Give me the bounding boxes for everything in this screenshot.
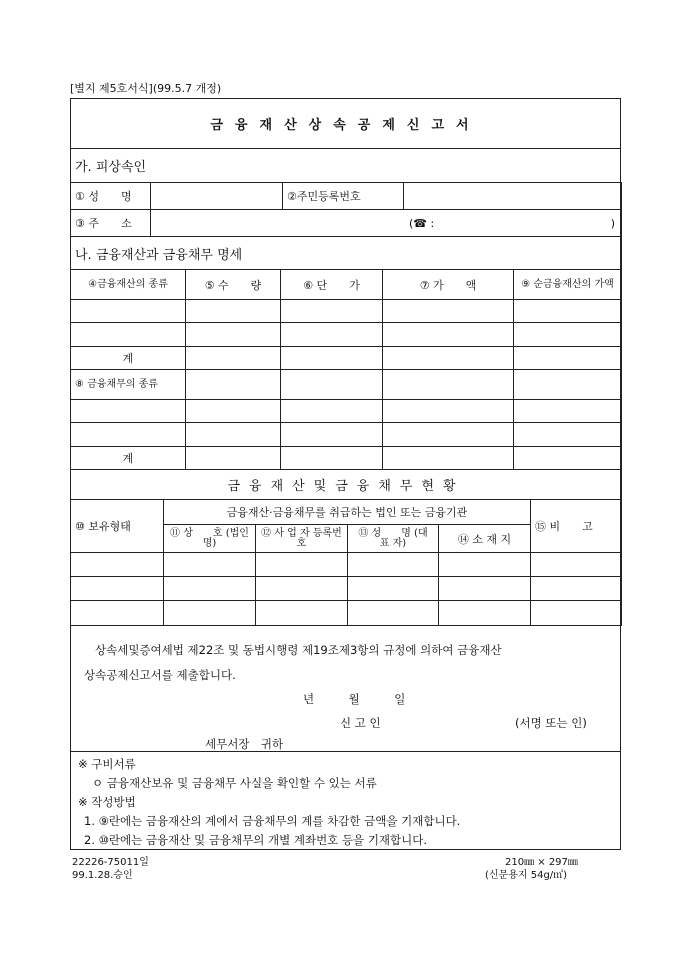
cell[interactable]: [281, 300, 383, 323]
cell[interactable]: [514, 423, 622, 447]
institution-table: [70, 469, 622, 626]
cell[interactable]: [348, 553, 439, 577]
cell[interactable]: [383, 400, 514, 423]
table-row: [71, 577, 622, 601]
cell[interactable]: [383, 300, 514, 323]
cell[interactable]: [281, 323, 383, 347]
subtotal-row: [71, 347, 622, 370]
approval-date: 99.1.28.승인: [72, 870, 133, 881]
divider: [70, 751, 621, 752]
cell[interactable]: [514, 347, 622, 370]
cell[interactable]: [164, 553, 256, 577]
cell[interactable]: [514, 323, 622, 347]
cell[interactable]: [186, 323, 281, 347]
form-number: [별지 제5호서식](99.5.7 개정): [70, 82, 222, 95]
cell[interactable]: [514, 400, 622, 423]
cell[interactable]: [281, 447, 383, 470]
header-value: ⑦ 가 액: [383, 270, 514, 300]
cell[interactable]: [383, 447, 514, 470]
form-title: 금융재산상속공제신고서: [71, 99, 621, 149]
cell[interactable]: [531, 601, 622, 626]
cell[interactable]: [164, 577, 256, 601]
phone-close: ): [610, 217, 615, 230]
name-label: ① 성 명: [71, 183, 151, 210]
cell[interactable]: [186, 400, 281, 423]
address-label: ③ 주 소: [71, 210, 151, 237]
cell[interactable]: [71, 423, 186, 447]
assets-table: [70, 269, 622, 470]
cell[interactable]: [348, 601, 439, 626]
paper-size: 210㎜ × 297㎜: [505, 857, 578, 868]
table-row: [71, 553, 622, 577]
docs-title: ※ 구비서류: [78, 757, 136, 771]
phone-label: (☎ :: [409, 217, 435, 230]
header-quantity: ⑤ 수 량: [186, 270, 281, 300]
statement-line-2: 상속공제신고서를 제출합니다.: [84, 668, 236, 682]
cell[interactable]: [383, 370, 514, 400]
holding-type-header: ⑩ 보유형태: [71, 500, 164, 553]
cell[interactable]: [164, 601, 256, 626]
reporter-label: 신 고 인: [340, 716, 381, 730]
cell[interactable]: [256, 601, 348, 626]
rrn-label: ②주민등록번호: [283, 183, 404, 210]
section-c-title: 금융재산및금융채무현황: [71, 470, 622, 500]
header-location: ⑭ 소 재 지: [439, 525, 531, 553]
cell[interactable]: [531, 577, 622, 601]
cell[interactable]: [186, 423, 281, 447]
address-field[interactable]: [151, 210, 622, 237]
cell[interactable]: [71, 400, 186, 423]
title-table: [70, 98, 621, 183]
subtotal-row: [71, 447, 622, 470]
cell[interactable]: [71, 577, 164, 601]
header-net-value: ⑨ 순금융재산의 가액: [514, 270, 622, 300]
cell[interactable]: [439, 601, 531, 626]
remarks-header: ⑮ 비 고: [531, 500, 622, 553]
cell[interactable]: [186, 347, 281, 370]
table-row: [71, 323, 622, 347]
cell[interactable]: [71, 323, 186, 347]
cell[interactable]: [281, 370, 383, 400]
cell[interactable]: [439, 577, 531, 601]
cell[interactable]: [348, 577, 439, 601]
header-asset-type: ④금융재산의 종류: [71, 270, 186, 300]
subtotal-label: 계: [71, 347, 186, 370]
cell[interactable]: [256, 577, 348, 601]
name-field[interactable]: [151, 183, 283, 210]
header-business-number: ⑫ 사 업 자 등록번호: [256, 525, 348, 553]
form-code: 22226-75011일: [72, 857, 149, 868]
cell[interactable]: [383, 323, 514, 347]
cell[interactable]: [281, 347, 383, 370]
rrn-field[interactable]: [404, 183, 622, 210]
header-unit-price: ⑥ 단 가: [281, 270, 383, 300]
institution-header: 금융재산·금융채무를 취급하는 법인 또는 금융기관: [164, 500, 531, 525]
cell[interactable]: [281, 423, 383, 447]
table-row: [71, 423, 622, 447]
cell[interactable]: [71, 601, 164, 626]
cell[interactable]: [531, 553, 622, 577]
method-1: 1. ⑨란에는 금융재산의 계에서 금융채무의 계를 차감한 금액을 기재합니다.: [84, 814, 461, 828]
cell[interactable]: [439, 553, 531, 577]
method-title: ※ 작성방법: [78, 795, 136, 809]
cell[interactable]: [383, 423, 514, 447]
cell[interactable]: [514, 447, 622, 470]
cell[interactable]: [186, 300, 281, 323]
table-row: [71, 601, 622, 626]
cell[interactable]: [281, 400, 383, 423]
signature-label: (서명 또는 인): [515, 716, 587, 730]
section-b-heading: 나. 금융재산과 금융채무 명세: [71, 237, 622, 270]
subtotal-label: 계: [71, 447, 186, 470]
docs-item: ㅇ 금융재산보유 및 금융채무 사실을 확인할 수 있는 서류: [92, 776, 377, 790]
statement-line-1: 상속세및증여세법 제22조 및 동법시행령 제19조제3항의 규정에 의하여 금융재산: [95, 643, 502, 657]
section-a-heading: 가. 피상속인: [71, 149, 621, 183]
cell[interactable]: [71, 300, 186, 323]
decedent-table: [70, 182, 622, 270]
cell[interactable]: [514, 300, 622, 323]
cell[interactable]: [383, 347, 514, 370]
date-line: 년 월 일: [303, 692, 406, 706]
method-2: 2. ⑩란에는 금융재산 및 금융채무의 개별 계좌번호 등을 기재합니다.: [84, 833, 428, 847]
table-row: [71, 300, 622, 323]
paper-type: (신문용지 54g/㎡): [485, 870, 568, 881]
table-row: [71, 400, 622, 423]
cell[interactable]: [186, 370, 281, 400]
header-company-name: ⑪ 상 호 (법인명): [164, 525, 256, 553]
cell[interactable]: [71, 553, 164, 577]
cell[interactable]: [514, 370, 622, 400]
debt-type-label: ⑧ 금융채무의 종류: [71, 370, 186, 400]
cell[interactable]: [186, 447, 281, 470]
addressee: 세무서장 귀하: [205, 737, 284, 751]
cell[interactable]: [256, 553, 348, 577]
header-representative: ⑬ 성 명 (대 표 자): [348, 525, 439, 553]
